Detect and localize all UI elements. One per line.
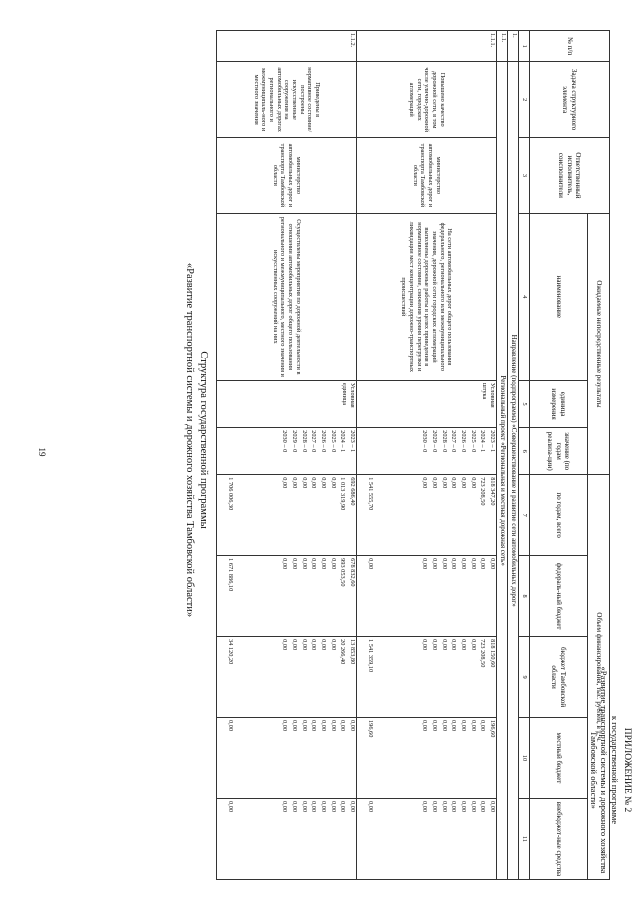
local-value: 0,00	[349, 720, 356, 732]
col-number: 1	[519, 31, 530, 62]
local-value: 0,00	[310, 720, 318, 732]
federal-value: 0,00	[290, 558, 298, 570]
federal-value: 993 053,50	[339, 558, 347, 587]
regional-value: 723 208,50	[479, 639, 487, 668]
total-value: 0,00	[290, 477, 298, 489]
appendix-line3: Тамбовской области»	[588, 731, 599, 809]
regional-value: 0,00	[459, 639, 467, 651]
years-value: 2030 – 0	[281, 430, 289, 453]
header-total: по годам, всего	[530, 475, 588, 556]
extra-value: 0,00	[290, 800, 298, 812]
cell-years	[217, 428, 357, 475]
cell-total	[217, 475, 357, 556]
cell-num: 1.1.2.	[217, 31, 357, 62]
cell-local	[357, 718, 497, 799]
total-value: 0,00	[310, 477, 318, 489]
col-number: 11	[519, 798, 530, 879]
cell-years	[357, 428, 497, 475]
col-number: 4	[519, 213, 530, 380]
federal-value: 0,00	[459, 558, 467, 570]
local-value: 0,00	[450, 720, 458, 732]
total-value: 692 686,40	[349, 477, 356, 506]
extra-value: 0,00	[440, 800, 448, 812]
cell-name: На сети автомобильных дорог общего пользования федерального, регионального или межмуниципального значения, дорожной сети городских агломераций выполнены дорожные работы в целях приведения в нормативное состояние, снижения уровня перегрузки и ликвидации мест концентрации дорожно-транспортных происшествий	[357, 213, 497, 380]
federal-value: 0,00	[440, 558, 448, 570]
cell-unit: Условная штука	[357, 380, 497, 427]
header-name: наименование	[530, 213, 588, 380]
total-value: 0,00	[300, 477, 308, 489]
total-value: 0,00	[469, 477, 477, 489]
regional-value: 0,00	[329, 639, 337, 651]
extra-value: 0,00	[450, 800, 458, 812]
col-number: 8	[519, 556, 530, 637]
header-local: местный бюджет	[530, 718, 588, 799]
total-value: 0,00	[440, 477, 448, 489]
total-value: 0,00	[329, 477, 337, 489]
cell-task: Приведены в нормативное состояние/ построены искусственные сооружения на автомобильных дорогах регионального и межмуниципаль-ного и местного значения	[217, 62, 357, 138]
local-value: 0,00	[319, 720, 327, 732]
years-value: 2024 – 1	[339, 430, 347, 453]
col-number: 6	[519, 428, 530, 475]
extra-value: 0,00	[300, 800, 308, 812]
cell-extra	[217, 798, 357, 879]
regional-value: 0,00	[430, 639, 438, 651]
local-value: 0,00	[469, 720, 477, 732]
structure-title-line1: Структура государственной программы	[198, 351, 209, 529]
extra-value: 0,00	[469, 800, 477, 812]
appendix-line1: к государственной программе	[610, 715, 621, 825]
federal-value: 0,00	[430, 558, 438, 570]
subsection-title: Региональный проект «Региональная и местная дорожная сеть»	[497, 62, 508, 880]
cell-task: Повышено качество дорожной сети, в том числе улично-дорожной сети, городских агломераций	[357, 62, 497, 138]
local-value: 0,00	[339, 720, 347, 732]
header-federal: федераль-ный бюджет	[530, 556, 588, 637]
cell-resp: министерство автомобильных дорог и транспорта Тамбовской области	[217, 138, 357, 214]
cell-regional	[217, 637, 357, 718]
local-value: 0,00	[300, 720, 308, 732]
extra-value: 0,00	[459, 800, 467, 812]
local-value: 0,00	[440, 720, 448, 732]
local-value: 0,00	[430, 720, 438, 732]
section-row	[508, 31, 519, 880]
regional-sum: 1 541 359,10	[367, 639, 375, 673]
regional-value: 0,00	[450, 639, 458, 651]
years-value: 2027 – 0	[450, 430, 458, 453]
extra-value: 0,00	[421, 800, 429, 812]
regional-value: 20 266,40	[339, 639, 347, 665]
col-number: 7	[519, 475, 530, 556]
total-value: 0,00	[421, 477, 429, 489]
col-number: 2	[519, 62, 530, 138]
federal-value: 678 832,60	[349, 558, 356, 587]
page-number: 19	[37, 447, 47, 457]
col-number: 10	[519, 718, 530, 799]
years-value: 2028 – 0	[440, 430, 448, 453]
table-row	[217, 31, 357, 880]
local-sum: 0,00	[227, 720, 235, 732]
regional-value: 0,00	[319, 639, 327, 651]
federal-value: 0,00	[469, 558, 477, 570]
extra-value: 0,00	[329, 800, 337, 812]
cell-total	[357, 475, 497, 556]
cell-extra	[357, 798, 497, 879]
total-value: 0,00	[430, 477, 438, 489]
cell-local	[217, 718, 357, 799]
header-extra: внебюджет-ные средства	[530, 798, 588, 879]
table-row	[357, 31, 497, 880]
cell-name: Осуществлены мероприятия по дорожной деятельности в отношении автомобильных дорог общего пользования регионального и межмуниципального, местного значения и искусственных сооружений на них	[217, 213, 357, 380]
header-num: № п/п	[530, 31, 610, 62]
cell-federal	[217, 556, 357, 637]
regional-value: 0,00	[300, 639, 308, 651]
section-num: 1.	[508, 31, 519, 62]
federal-value: 0,00	[310, 558, 318, 570]
local-value: 196,60	[489, 720, 496, 738]
header-row-top	[588, 31, 610, 880]
cell-federal	[357, 556, 497, 637]
total-value: 0,00	[281, 477, 289, 489]
header-unit: единица измерения	[530, 380, 588, 427]
years-value: 2029 – 0	[290, 430, 298, 453]
extra-value: 0,00	[489, 800, 496, 812]
years-value: 2024 – 1	[479, 430, 487, 453]
header-expected-results: Ожидаемые непосредственные результаты	[588, 213, 610, 474]
header-task: Задача структурного элемента	[530, 62, 610, 138]
section-title: Направление (подпрограмма) «Совершенствование и развитие сети автомобильных дорог»	[508, 62, 519, 880]
local-value: 0,00	[459, 720, 467, 732]
federal-value: 0,00	[479, 558, 487, 570]
years-value: 2027 – 0	[310, 430, 318, 453]
federal-value: 0,00	[300, 558, 308, 570]
regional-sum: 34 120,20	[227, 639, 235, 665]
col-number: 9	[519, 637, 530, 718]
years-value: 2023 – 1	[489, 430, 496, 453]
extra-value: 0,00	[281, 800, 289, 812]
total-value: 0,00	[319, 477, 327, 489]
federal-value: 0,00	[281, 558, 289, 570]
total-value: 818 347,20	[489, 477, 496, 506]
total-value: 0,00	[450, 477, 458, 489]
total-value: 0,00	[459, 477, 467, 489]
header-value: значение (по годам реализа-ции)	[530, 428, 588, 475]
years-value: 2028 – 0	[300, 430, 308, 453]
federal-sum: 0,00	[367, 558, 375, 570]
extra-value: 0,00	[430, 800, 438, 812]
regional-value: 0,00	[469, 639, 477, 651]
cell-num: 1.1.1.	[357, 31, 497, 62]
appendix-title: ПРИЛОЖЕНИЕ № 2	[622, 727, 632, 813]
federal-value: 0,00	[329, 558, 337, 570]
header-funding: Объем финансирования, тыс. рублей, в т. ч.	[588, 475, 610, 880]
federal-value: 0,00	[421, 558, 429, 570]
cell-regional	[357, 637, 497, 718]
federal-sum: 1 671 886,10	[227, 558, 235, 592]
years-value: 2029 – 0	[430, 430, 438, 453]
header-responsible: Ответственный исполнитель, соисполнители	[530, 138, 610, 214]
regional-value: 0,00	[290, 639, 298, 651]
total-value: 1 013 319,90	[339, 477, 347, 511]
federal-value: 0,00	[450, 558, 458, 570]
regional-value: 0,00	[310, 639, 318, 651]
col-number: 3	[519, 138, 530, 214]
extra-sum: 0,00	[227, 800, 235, 812]
header-regional: бюджет Тамбовской области	[530, 637, 588, 718]
local-value: 0,00	[281, 720, 289, 732]
extra-value: 0,00	[479, 800, 487, 812]
total-value: 723 208,50	[479, 477, 487, 506]
extra-value: 0,00	[349, 800, 356, 812]
years-value: 2026 – 0	[459, 430, 467, 453]
regional-value: 0,00	[281, 639, 289, 651]
total-sum: 1 541 555,70	[367, 477, 375, 511]
local-value: 0,00	[479, 720, 487, 732]
years-value: 2025 – 0	[469, 430, 477, 453]
subsection-num: 1.1.	[497, 31, 508, 62]
years-value: 2025 – 0	[329, 430, 337, 453]
subsection-row	[497, 31, 508, 880]
local-value: 0,00	[290, 720, 298, 732]
total-sum: 1 706 006,30	[227, 477, 235, 511]
years-value: 2030 – 0	[421, 430, 429, 453]
local-sum: 196,60	[367, 720, 375, 738]
regional-value: 13 853,80	[349, 639, 356, 665]
extra-value: 0,00	[310, 800, 318, 812]
extra-value: 0,00	[319, 800, 327, 812]
program-structure-table	[216, 30, 610, 880]
column-number-row	[519, 31, 530, 880]
federal-value: 0,00	[489, 558, 496, 570]
structure-title-line2: «Развитие транспортной системы и дорожного хозяйства Тамбовской области»	[184, 262, 196, 618]
regional-value: 0,00	[440, 639, 448, 651]
cell-unit: Условная единица	[217, 380, 357, 427]
years-value: 2026 – 0	[319, 430, 327, 453]
local-value: 0,00	[421, 720, 429, 732]
years-value: 2023 – 1	[349, 430, 356, 453]
cell-resp: министерство автомобильных дорог и транспорта Тамбовской области	[357, 138, 497, 214]
federal-value: 0,00	[319, 558, 327, 570]
appendix-line2: «Развитие транспортной системы и дорожного хозяйства	[599, 666, 610, 874]
regional-value: 0,00	[421, 639, 429, 651]
local-value: 0,00	[329, 720, 337, 732]
structure-title	[183, 140, 210, 740]
col-number: 5	[519, 380, 530, 427]
extra-sum: 0,00	[367, 800, 375, 812]
regional-value: 818 150,60	[489, 639, 496, 668]
extra-value: 0,00	[339, 800, 347, 812]
